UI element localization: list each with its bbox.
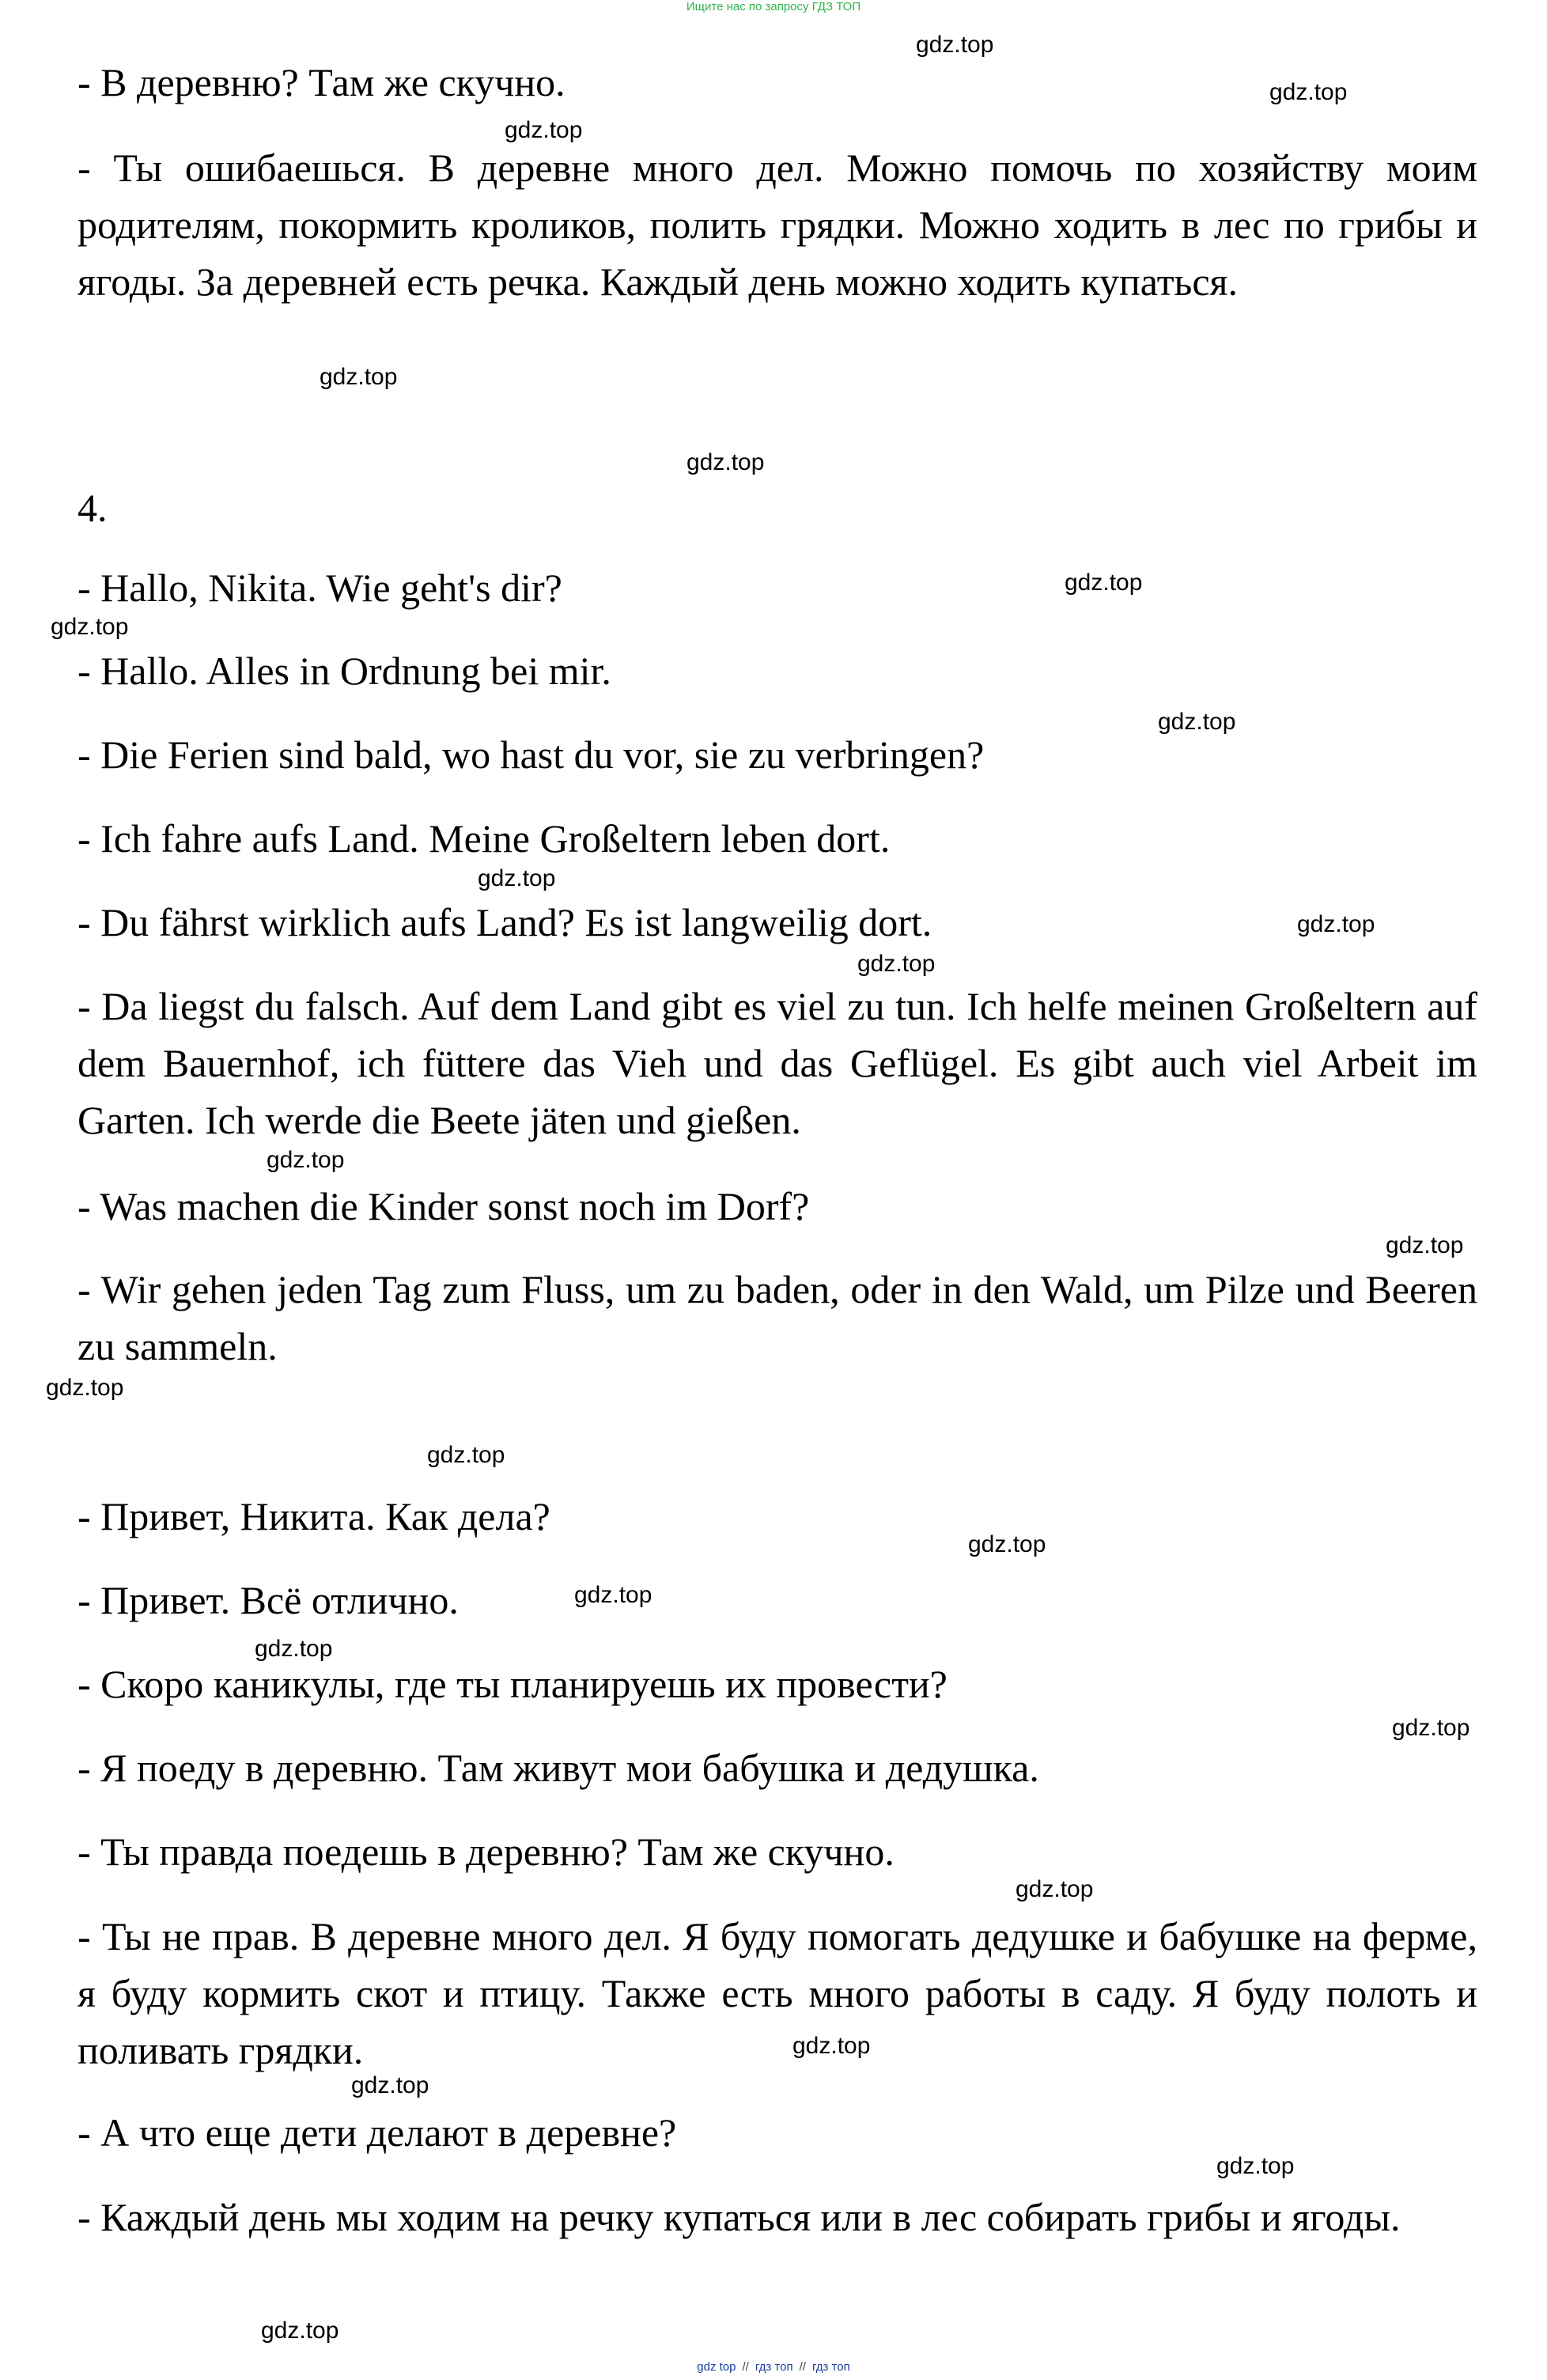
watermark-label: gdz.top	[1269, 79, 1348, 105]
paragraph-15: - Ты правда поедешь в деревню? Там же скучно.	[78, 1829, 895, 1874]
footer-link[interactable]: gdz top	[697, 2360, 736, 2374]
watermark-label: gdz.top	[916, 32, 994, 58]
watermark-label: gdz.top	[1065, 569, 1143, 596]
watermark-label: gdz.top	[267, 1147, 345, 1173]
exercise-number: 4.	[78, 486, 108, 530]
watermark-label: gdz.top	[478, 865, 556, 891]
paragraph-18: - Каждый день мы ходим на речку купаться или в лес собирать грибы и ягоды.	[78, 2195, 1401, 2239]
watermark-label: gdz.top	[427, 1442, 505, 1468]
paragraph-13: - Скоро каникулы, где ты планируешь их провести?	[78, 1662, 947, 1706]
paragraph-5: - Die Ferien sind bald, wo hast du vor, sie zu verbringen?	[78, 732, 985, 777]
watermark-label: gdz.top	[351, 2072, 429, 2098]
paragraph-0: - В деревню? Там же скучно.	[78, 60, 565, 104]
paragraph-4: - Hallo. Alles in Ordnung bei mir.	[78, 649, 611, 693]
paragraph-14: - Я поеду в деревню. Там живут мои бабушка и дедушка.	[78, 1746, 1039, 1790]
paragraph-12: - Привет. Всё отлично.	[78, 1578, 459, 1622]
footer-link[interactable]: гдз топ	[811, 2360, 850, 2374]
paragraph-6: - Ich fahre aufs Land. Meine Großeltern leben dort.	[78, 816, 891, 861]
watermark-label: gdz.top	[255, 1636, 333, 1662]
watermark-label: gdz.top	[1297, 911, 1375, 937]
watermark-label: gdz.top	[574, 1582, 652, 1608]
watermark-label: gdz.top	[1158, 709, 1236, 735]
paragraph-7: - Du fährst wirklich aufs Land? Es ist langweilig dort.	[78, 900, 932, 944]
paragraph-11: - Привет, Никита. Как дела?	[78, 1494, 550, 1538]
watermark-label: gdz.top	[1016, 1876, 1094, 1902]
watermark-label: gdz.top	[1386, 1232, 1464, 1258]
footer-separator: //	[799, 2360, 806, 2374]
paragraph-1: - Ты ошибаешься. В деревне много дел. Можно помочь по хозяйству моим родителям, покормить кроликов, полить грядки. Можно ходить в лес по грибы и ягоды. За деревней есть речка. Каждый день можно ходить купаться.	[78, 146, 1477, 304]
paragraph-17: - А что еще дети делают в деревне?	[78, 2110, 677, 2155]
watermark-label: gdz.top	[1392, 1715, 1470, 1741]
watermark-label: gdz.top	[261, 2318, 339, 2344]
watermark-label: gdz.top	[792, 2033, 871, 2059]
paragraph-10: - Wir gehen jeden Tag zum Fluss, um zu baden, oder in den Wald, um Pilze und Beeren zu sammeln.	[78, 1267, 1477, 1368]
footer-links	[0, 2360, 1547, 2374]
watermark-label: gdz.top	[857, 951, 936, 977]
watermark-label: gdz.top	[505, 117, 583, 143]
watermark-label: gdz.top	[46, 1375, 124, 1401]
paragraph-16: - Ты не прав. В деревне много дел. Я буду помогать дедушке и бабушке на ферме, я буду кормить скот и птицу. Также есть много работы в саду. Я буду полоть и поливать грядки.	[78, 1914, 1477, 2072]
paragraph-8: - Da liegst du falsch. Auf dem Land gibt es viel zu tun. Ich helfe meinen Großeltern auf dem Bauernhof, ich füttere das Vieh und das Geflügel. Es gibt auch viel Arbeit im Garten. Ich werde die Beete jäten und gießen.	[78, 984, 1477, 1142]
footer-separator: //	[742, 2360, 749, 2374]
watermark-label: gdz.top	[968, 1531, 1046, 1557]
footer-link[interactable]: гдз топ	[755, 2360, 793, 2374]
paragraph-9: - Was machen die Kinder sonst noch im Dorf?	[78, 1184, 810, 1228]
watermark-label: gdz.top	[51, 614, 129, 640]
top-banner[interactable]: Ищите нас по запросу ГДЗ ТОП	[686, 0, 861, 13]
paragraph-3: - Hallo, Nikita. Wie geht's dir?	[78, 566, 562, 610]
watermark-label: gdz.top	[320, 364, 398, 390]
watermark-label: gdz.top	[687, 449, 765, 475]
watermark-label: gdz.top	[1216, 2153, 1295, 2179]
